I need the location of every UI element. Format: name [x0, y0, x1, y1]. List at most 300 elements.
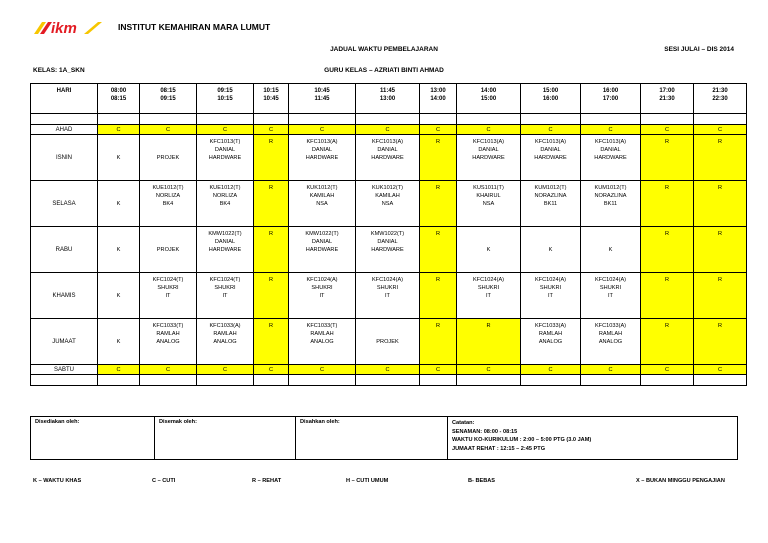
time-start: 10:15 [263, 88, 279, 94]
cell-line: R [664, 323, 670, 329]
day-name: SELASA [31, 181, 98, 227]
timetable-cell [197, 181, 254, 227]
time-header [356, 84, 420, 114]
cell-line: ANALOG [538, 339, 563, 345]
cell-line: R [435, 185, 441, 191]
spacer-cell [254, 114, 289, 125]
timetable-cell [98, 273, 140, 319]
cell-line: KFC1024(A) [371, 277, 404, 283]
timetable-cell [581, 319, 641, 365]
cell-line: NORAZLINA [534, 193, 567, 199]
cell-line: NORAZLINA [594, 193, 627, 199]
svg-text:ikm: ikm [51, 20, 77, 37]
cell-line: C [165, 366, 171, 373]
timetable-cell [694, 365, 747, 375]
timetable-cell [521, 319, 581, 365]
timetable-cell [641, 181, 694, 227]
time-end: 10:15 [217, 96, 233, 102]
cell-line: KUS1011(T) [473, 185, 504, 191]
cell-line: R [664, 139, 670, 145]
time-end: 11:45 [314, 96, 330, 102]
cell-line: KFC1033(A) [209, 323, 241, 329]
timetable-cell [289, 273, 356, 319]
timetable-cell [420, 181, 457, 227]
timetable-cell [521, 273, 581, 319]
class-label: KELAS: 1A_SKN [33, 67, 85, 74]
spacer-cell [356, 114, 420, 125]
spacer-row [31, 375, 747, 386]
notes-title: Catatan: [452, 420, 475, 426]
cell-line: C [268, 126, 274, 133]
cell-line: KAMILAH [375, 193, 400, 199]
timetable-cell [140, 181, 197, 227]
cell-line: BK11 [543, 201, 558, 207]
timetable-cell [140, 227, 197, 273]
spacer-cell [31, 375, 98, 386]
cell-line: KFC1013(A) [306, 139, 338, 145]
cell-line: IT [608, 293, 613, 299]
cell-line: ANALOG [156, 339, 180, 345]
cell-line: DANIAL [377, 239, 398, 245]
cell-line: R [664, 231, 670, 237]
spacer-cell [98, 114, 140, 125]
cell-line: C [222, 366, 228, 373]
cell-line: NORLIZA [212, 193, 238, 199]
day-name: KHAMIS [31, 273, 98, 319]
spacer-cell [140, 375, 197, 386]
session-label: SESI JULAI – DIS 2014 [664, 46, 734, 53]
timetable-cell [98, 135, 140, 181]
timetable-cell [641, 227, 694, 273]
cell-line: HARDWARE [371, 247, 404, 253]
timetable-cell [694, 319, 747, 365]
time-header [197, 84, 254, 114]
cell-line: R [717, 185, 723, 191]
cell-line: SHUKRI [214, 285, 236, 291]
timetable-cell [197, 125, 254, 135]
timetable-cell [581, 365, 641, 375]
timetable-cell [521, 125, 581, 135]
timetable-row [31, 135, 747, 181]
cell-line: KFC1013(T) [209, 139, 241, 145]
cell-line: K [116, 338, 121, 345]
cell-line: HARDWARE [371, 155, 404, 161]
cell-line: DANIAL [600, 147, 621, 153]
timetable-cell [197, 273, 254, 319]
cell-line: NSA [316, 201, 328, 207]
spacer-cell [289, 114, 356, 125]
cell-line: C [486, 366, 491, 373]
time-start: 09:15 [217, 88, 233, 94]
cell-line: C [717, 126, 723, 133]
cell-line: R [664, 185, 670, 191]
cell-line: C [435, 126, 441, 133]
time-header [457, 84, 521, 114]
time-header [694, 84, 747, 114]
timetable-cell [140, 319, 197, 365]
timetable-cell [98, 365, 140, 375]
cell-line: RAMLAH [156, 331, 180, 337]
cell-line: C [116, 366, 121, 373]
time-header [98, 84, 140, 114]
cell-line: C [222, 126, 228, 133]
timetable-cell [694, 273, 747, 319]
cell-line: C [268, 366, 274, 373]
spacer-cell [457, 375, 521, 386]
notes-box [448, 417, 738, 460]
institute-name: INSTITUT KEMAHIRAN MARA LUMUT [118, 22, 271, 32]
day-name: SABTU [31, 365, 98, 375]
time-end: 15:00 [480, 96, 497, 102]
cell-line: R [717, 231, 723, 237]
cell-line: R [435, 277, 441, 283]
cell-line: C [548, 126, 553, 133]
timetable-cell [420, 319, 457, 365]
timetable-cell [457, 365, 521, 375]
cell-line: K [548, 246, 553, 253]
cell-line: ANALOG [213, 339, 237, 345]
note-line: SENAMAN: 08:00 - 08:15 [452, 428, 518, 435]
timetable-cell [197, 319, 254, 365]
cell-line: KFC1024(A) [594, 277, 627, 283]
cell-line: HARDWARE [208, 247, 242, 253]
cell-line: KUK1012(T) [306, 185, 338, 191]
cell-line: KUM1012(T) [594, 185, 627, 191]
cell-line: R [717, 323, 723, 329]
timetable-cell [289, 125, 356, 135]
cell-line: KFC1033(T) [152, 323, 184, 329]
timetable-cell [98, 319, 140, 365]
cell-line: RAMLAH [598, 331, 623, 337]
timetable-cell [140, 135, 197, 181]
spacer-cell [521, 114, 581, 125]
cell-line: DANIAL [214, 147, 236, 153]
cell-line: KUM1012(T) [534, 185, 567, 191]
cell-line: R [717, 139, 723, 145]
timetable-cell [98, 227, 140, 273]
timetable-cell [641, 135, 694, 181]
cell-line: R [435, 231, 441, 237]
spacer-cell [197, 375, 254, 386]
timetable-cell [420, 227, 457, 273]
cell-line: R [717, 277, 723, 283]
spacer-cell [289, 375, 356, 386]
timetable-cell [420, 273, 457, 319]
day-name: JUMAAT [31, 319, 98, 365]
timetable-cell [356, 125, 420, 135]
timetable-cell [581, 135, 641, 181]
cell-line: PROJEK [156, 154, 180, 161]
timetable-row [31, 181, 747, 227]
spacer-cell [641, 375, 694, 386]
note-line: JUMAAT REHAT : 12:15 – 2:45 PTG [452, 445, 546, 452]
cell-line: KFC1024(A) [534, 277, 567, 283]
cell-line: ANALOG [310, 339, 334, 345]
day-name: RABU [31, 227, 98, 273]
spacer-cell [254, 375, 289, 386]
time-end: 13:00 [379, 96, 396, 102]
timetable-cell [641, 273, 694, 319]
cell-line: KMW1022(T) [370, 231, 405, 237]
legend-c: C – CUTI [152, 478, 176, 484]
timetable-cell [581, 273, 641, 319]
cell-line: KFC1013(A) [472, 139, 505, 145]
cell-line: KUE1012(T) [152, 185, 184, 191]
legend-r: R – REHAT [252, 478, 282, 484]
time-start: 08:00 [110, 88, 127, 94]
timetable-cell [521, 227, 581, 273]
timetable-row [31, 273, 747, 319]
spacer-cell [694, 114, 747, 125]
teacher-label: GURU KELAS – AZRIATI BINTI AHMAD [324, 67, 444, 74]
time-end: 10:45 [263, 96, 279, 102]
cell-line: KFC1024(A) [306, 277, 338, 283]
cell-line: R [268, 277, 274, 283]
cell-line: KFC1033(T) [306, 323, 338, 329]
time-header [254, 84, 289, 114]
cell-line: KUK1012(T) [371, 185, 404, 191]
cell-line: HARDWARE [472, 155, 505, 161]
ikm-logo [32, 18, 104, 38]
time-header [641, 84, 694, 114]
spacer-cell [581, 375, 641, 386]
time-end: 09:15 [160, 96, 176, 102]
timetable-cell [289, 135, 356, 181]
timetable-cell [140, 125, 197, 135]
cell-line: DANIAL [478, 147, 499, 153]
timetable-cell [289, 181, 356, 227]
cell-line: SHUKRI [539, 285, 562, 291]
time-start: 17:00 [659, 88, 675, 94]
spacer-cell [31, 114, 98, 125]
time-end: 17:00 [602, 96, 619, 102]
spacer-cell [641, 114, 694, 125]
timetable-cell [356, 273, 420, 319]
time-start: 11:45 [379, 88, 395, 94]
cell-line: SHUKRI [157, 285, 179, 291]
cell-line: BK11 [603, 201, 618, 207]
cell-line: KMW1022(T) [208, 231, 242, 237]
timetable-row [31, 365, 747, 375]
cell-line: R [664, 277, 670, 283]
timetable-cell [641, 365, 694, 375]
timetable-cell [254, 125, 289, 135]
cell-line: K [608, 246, 613, 253]
cell-line: HARDWARE [208, 155, 242, 161]
timetable-row [31, 227, 747, 273]
note-line: WAKTU KO-KURIKULUM : 2:00 – 5:00 PTG (3.0 JAM) [452, 437, 592, 443]
cell-line: DANIAL [540, 147, 561, 153]
timetable-cell [457, 319, 521, 365]
timetable-cell [289, 365, 356, 375]
signature-footer [30, 416, 738, 460]
cell-line: SHUKRI [311, 285, 333, 291]
header-row [31, 84, 747, 114]
cell-line: R [486, 323, 491, 329]
timetable-cell [420, 365, 457, 375]
time-start: 14:00 [480, 88, 497, 94]
spacer-row [31, 114, 747, 125]
spacer-cell [521, 375, 581, 386]
timetable-cell [581, 181, 641, 227]
cell-line: K [116, 154, 121, 161]
cell-line: PROJEK [156, 246, 180, 253]
timetable-cell [254, 365, 289, 375]
cell-line: RAMLAH [538, 331, 563, 337]
timetable-cell [254, 227, 289, 273]
approved-by: Disahkan oleh: [296, 417, 448, 460]
cell-line: HARDWARE [305, 247, 339, 253]
cell-line: SHUKRI [477, 285, 500, 291]
cell-line: SHUKRI [376, 285, 399, 291]
cell-line: R [268, 323, 274, 329]
cell-line: R [268, 231, 274, 237]
cell-line: NSA [381, 201, 394, 207]
cell-line: SHUKRI [599, 285, 622, 291]
cell-line: K [116, 200, 121, 207]
timetable-cell [356, 365, 420, 375]
timetable-cell [140, 365, 197, 375]
spacer-cell [581, 114, 641, 125]
timetable-cell [254, 273, 289, 319]
cell-line: C [664, 366, 670, 373]
timetable-cell [457, 135, 521, 181]
cell-line: C [385, 366, 390, 373]
cell-line: KFC1013(A) [534, 139, 567, 145]
spacer-cell [356, 375, 420, 386]
timetable [30, 83, 747, 386]
cell-line: C [717, 366, 723, 373]
timetable-cell [457, 125, 521, 135]
cell-line: C [116, 126, 121, 133]
cell-line: K [116, 292, 121, 299]
cell-line: HARDWARE [534, 155, 567, 161]
cell-line: KFC1024(T) [209, 277, 241, 283]
time-start: 13:00 [430, 88, 446, 94]
timetable-cell [197, 135, 254, 181]
timetable-cell [521, 135, 581, 181]
cell-line: HARDWARE [305, 155, 339, 161]
timetable-cell [98, 125, 140, 135]
time-end: 22:30 [712, 96, 728, 102]
cell-line: NSA [482, 201, 495, 207]
spacer-cell [457, 114, 521, 125]
timetable-cell [641, 319, 694, 365]
time-end: 16:00 [542, 96, 559, 102]
cell-line: KFC1024(T) [152, 277, 184, 283]
day-header: HARI [31, 84, 98, 114]
timetable-cell [581, 125, 641, 135]
time-header [521, 84, 581, 114]
timetable-cell [98, 181, 140, 227]
cell-line: KFC1013(A) [594, 139, 627, 145]
spacer-cell [694, 375, 747, 386]
prepared-by: Disediakan oleh: [31, 417, 155, 460]
legend-k: K – WAKTU KHAS [33, 478, 82, 484]
timetable-cell [197, 365, 254, 375]
spacer-cell [140, 114, 197, 125]
cell-line: R [268, 139, 274, 145]
timetable-cell [356, 135, 420, 181]
timetable-cell [140, 273, 197, 319]
cell-line: K [116, 246, 121, 253]
cell-line: C [435, 366, 441, 373]
timetable-cell [356, 319, 420, 365]
cell-line: KFC1033(A) [594, 323, 627, 329]
timetable-cell [457, 181, 521, 227]
legend-b: B- BEBAS [468, 478, 496, 484]
spacer-cell [420, 114, 457, 125]
timetable-cell [420, 135, 457, 181]
cell-line: C [608, 126, 613, 133]
timetable-cell [356, 227, 420, 273]
timetable-cell [254, 181, 289, 227]
legend-x: X – BUKAN MINGGU PENGAJIAN [636, 478, 725, 484]
cell-line: DANIAL [214, 239, 236, 245]
cell-line: C [608, 366, 613, 373]
time-start: 08:15 [160, 88, 176, 94]
timetable-cell [420, 125, 457, 135]
page-title: JADUAL WAKTU PEMBELAJARAN [330, 46, 438, 53]
cell-line: C [165, 126, 171, 133]
timetable-cell [457, 273, 521, 319]
cell-line: IT [222, 293, 228, 299]
cell-line: K [486, 246, 491, 253]
time-header [140, 84, 197, 114]
cell-line: C [548, 366, 553, 373]
time-end: 14:00 [430, 96, 446, 102]
timetable-cell [581, 227, 641, 273]
cell-line: R [435, 139, 441, 145]
cell-line: R [435, 323, 441, 329]
cell-line: KMW1022(T) [305, 231, 339, 237]
cell-line: PROJEK [376, 338, 399, 345]
cell-line: KFC1033(A) [534, 323, 567, 329]
timetable-cell [641, 125, 694, 135]
timetable-cell [521, 181, 581, 227]
cell-line: HARDWARE [594, 155, 627, 161]
time-start: 15:00 [542, 88, 559, 94]
time-start: 16:00 [602, 88, 619, 94]
timetable-row [31, 125, 747, 135]
spacer-cell [420, 375, 457, 386]
timetable-cell [521, 365, 581, 375]
cell-line: C [319, 126, 325, 133]
timetable-cell [694, 227, 747, 273]
cell-line: C [664, 126, 670, 133]
timetable-cell [694, 135, 747, 181]
time-header [289, 84, 356, 114]
cell-line: KFC1013(A) [371, 139, 404, 145]
checked-by: Disemak oleh: [155, 417, 296, 460]
cell-line: DANIAL [311, 147, 333, 153]
timetable-cell [694, 181, 747, 227]
timetable-cell [289, 319, 356, 365]
time-header [420, 84, 457, 114]
cell-line: IT [319, 293, 325, 299]
cell-line: BK4 [162, 201, 174, 207]
timetable-cell [289, 227, 356, 273]
cell-line: ANALOG [598, 339, 623, 345]
legend-h: H – CUTI UMUM [346, 478, 389, 484]
cell-line: KAMILAH [309, 193, 335, 199]
cell-line: KUE1012(T) [209, 185, 241, 191]
spacer-cell [98, 375, 140, 386]
cell-line: BK4 [219, 201, 231, 207]
timetable-cell [457, 227, 521, 273]
time-end: 21:30 [659, 96, 675, 102]
timetable-cell [197, 227, 254, 273]
